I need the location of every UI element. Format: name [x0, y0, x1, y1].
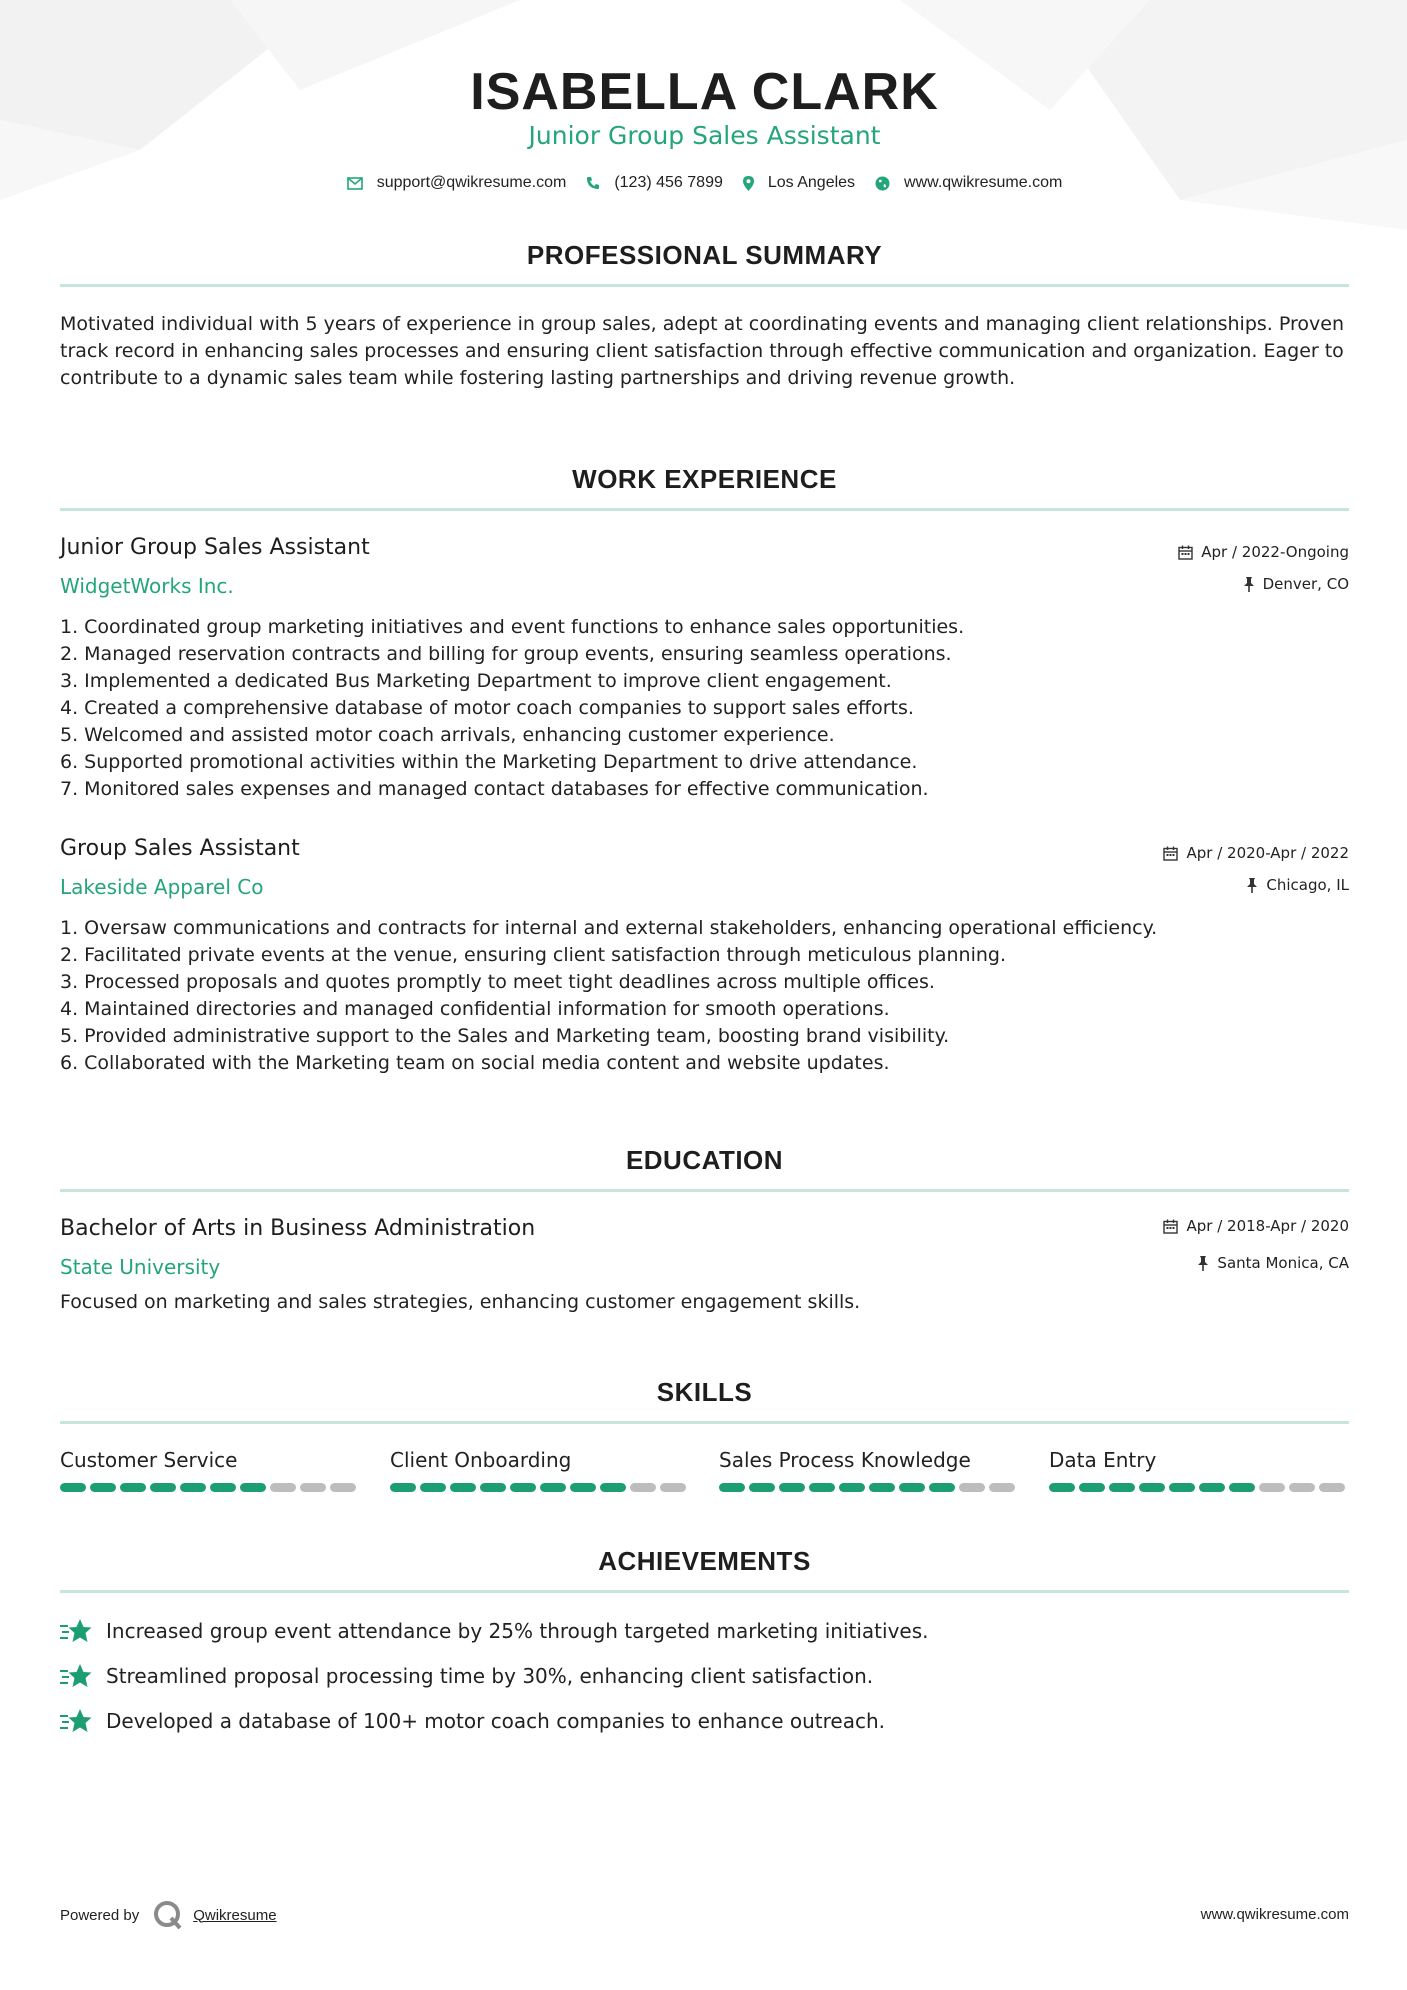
footer-website-link[interactable]: www.qwikresume.com	[1200, 1906, 1349, 1923]
skill-dot-empty	[330, 1483, 356, 1492]
job-location-text: Denver, CO	[1262, 575, 1349, 593]
skill-dot-filled	[150, 1483, 176, 1492]
calendar-icon	[1178, 545, 1193, 560]
skill-rating	[719, 1483, 1019, 1492]
skills-divider	[60, 1421, 1349, 1424]
job-bullet-list	[60, 614, 1349, 803]
job-dates	[1163, 844, 1349, 862]
achievement-text: Streamlined proposal processing time by 30%, enhancing client satisfaction.	[106, 1664, 874, 1688]
skill-dot-filled	[929, 1483, 955, 1492]
job-title: Group Sales Assistant	[60, 836, 300, 861]
skill-dot-empty	[630, 1483, 656, 1492]
pushpin-icon	[1197, 1256, 1209, 1271]
job-bullet-list	[60, 915, 1349, 1077]
qwikresume-logo-icon	[153, 1900, 183, 1930]
job-dates-text: Apr / 2020-Apr / 2022	[1186, 844, 1349, 862]
list-item: 2. Managed reservation contracts and billing for group events, ensuring seamless operations.	[60, 643, 952, 665]
achievement-item	[60, 1708, 885, 1734]
skill-dot-empty	[270, 1483, 296, 1492]
skill-dot-filled	[779, 1483, 805, 1492]
skill-dot-filled	[1199, 1483, 1225, 1492]
skill-dot-filled	[540, 1483, 566, 1492]
qwikresume-link[interactable]: Qwikresume	[193, 1906, 277, 1924]
achievements-heading: ACHIEVEMENTS	[598, 1546, 811, 1576]
job-location-text: Chicago, IL	[1266, 876, 1349, 894]
map-pin-icon	[743, 176, 754, 191]
job-company: Lakeside Apparel Co	[60, 875, 264, 899]
skill-name: Data Entry	[1049, 1448, 1157, 1472]
education-location-text: Santa Monica, CA	[1217, 1254, 1349, 1272]
skill-dot-filled	[600, 1483, 626, 1492]
list-item: 6. Collaborated with the Marketing team on social media content and website updates.	[60, 1052, 890, 1074]
education-location	[1197, 1254, 1349, 1272]
job-location	[1243, 575, 1349, 593]
achievement-text: Increased group event attendance by 25% through targeted marketing initiatives.	[106, 1619, 929, 1643]
summary-divider	[60, 284, 1349, 287]
achievement-text: Developed a database of 100+ motor coach companies to enhance outreach.	[106, 1709, 885, 1733]
skill-item	[719, 1448, 1019, 1492]
skill-dot-empty	[300, 1483, 326, 1492]
contact-website-text: www.qwikresume.com	[904, 174, 1063, 191]
contact-location	[743, 174, 855, 192]
education-description: Focused on marketing and sales strategies, enhancing customer engagement skills.	[60, 1291, 861, 1313]
summary-text: Motivated individual with 5 years of experience in group sales, adept at coordinating events and managing client relationships. Proven track record in enhancing sales processes and ensuring client satisfaction through effective communication and organization. Eager to contribute to a dynamic sales team while fostering lasting partnerships and driving revenue growth.	[60, 313, 1344, 389]
skill-dot-empty	[660, 1483, 686, 1492]
skill-dot-filled	[839, 1483, 865, 1492]
list-item: 6. Supported promotional activities within the Marketing Department to drive attendance.	[60, 751, 918, 773]
candidate-name: ISABELLA CLARK	[470, 63, 939, 121]
skill-rating	[1049, 1483, 1349, 1492]
list-item: 2. Facilitated private events at the venue, ensuring client satisfaction through meticulous planning.	[60, 944, 1007, 966]
skill-dot-filled	[390, 1483, 416, 1492]
skill-dot-empty	[1289, 1483, 1315, 1492]
education-dates-text: Apr / 2018-Apr / 2020	[1186, 1217, 1349, 1235]
list-item: 1. Coordinated group marketing initiatives and event functions to enhance sales opportunities.	[60, 616, 965, 638]
skill-dot-filled	[719, 1483, 745, 1492]
calendar-icon	[1163, 1219, 1178, 1234]
job-company: WidgetWorks Inc.	[60, 574, 234, 598]
envelope-icon	[347, 177, 363, 190]
list-item: 4. Created a comprehensive database of motor coach companies to support sales efforts.	[60, 697, 914, 719]
skill-item	[390, 1448, 690, 1492]
skill-dot-filled	[120, 1483, 146, 1492]
skill-dot-filled	[60, 1483, 86, 1492]
skill-dot-filled	[90, 1483, 116, 1492]
skill-dot-filled	[1079, 1483, 1105, 1492]
list-item: 3. Processed proposals and quotes promptly to meet tight deadlines across multiple offices.	[60, 971, 935, 993]
job-dates-text: Apr / 2022-Ongoing	[1201, 543, 1349, 561]
skill-item	[60, 1448, 360, 1492]
skill-dot-filled	[869, 1483, 895, 1492]
phone-icon	[586, 176, 600, 190]
education-divider	[60, 1189, 1349, 1192]
summary-heading: PROFESSIONAL SUMMARY	[526, 240, 883, 270]
skill-rating	[60, 1483, 360, 1492]
education-heading: EDUCATION	[625, 1145, 784, 1175]
skill-name: Sales Process Knowledge	[719, 1448, 971, 1472]
pushpin-icon	[1243, 577, 1255, 592]
job-title: Junior Group Sales Assistant	[60, 535, 370, 560]
skill-dot-filled	[480, 1483, 506, 1492]
candidate-title: Junior Group Sales Assistant	[528, 121, 881, 150]
star-achievement-icon	[60, 1708, 92, 1734]
contact-email-text: support@qwikresume.com	[376, 174, 567, 191]
skill-item	[1049, 1448, 1349, 1492]
skill-name: Customer Service	[60, 1448, 238, 1472]
contact-location-text: Los Angeles	[767, 174, 856, 191]
list-item: 4. Maintained directories and managed confidential information for smooth operations.	[60, 998, 890, 1020]
skill-name: Client Onboarding	[390, 1448, 572, 1472]
list-item: 1. Oversaw communications and contracts for internal and external stakeholders, enhancing operational efficiency.	[60, 917, 1158, 939]
education-dates	[1163, 1217, 1349, 1235]
experience-divider	[60, 508, 1349, 511]
skill-dot-filled	[899, 1483, 925, 1492]
achievement-item	[60, 1663, 873, 1689]
contact-email[interactable]	[347, 174, 567, 192]
skill-dot-filled	[1139, 1483, 1165, 1492]
skill-dot-filled	[210, 1483, 236, 1492]
contact-bar	[60, 174, 1349, 192]
job-dates	[1178, 543, 1349, 561]
achievement-item	[60, 1618, 929, 1644]
list-item: 5. Welcomed and assisted motor coach arrivals, enhancing customer experience.	[60, 724, 835, 746]
skill-dot-filled	[749, 1483, 775, 1492]
job-location	[1246, 876, 1349, 894]
skill-dot-filled	[420, 1483, 446, 1492]
skill-dot-filled	[1169, 1483, 1195, 1492]
skill-rating	[390, 1483, 690, 1492]
education-degree: Bachelor of Arts in Business Administration	[60, 1216, 536, 1241]
skills-heading: SKILLS	[656, 1377, 753, 1407]
skill-dot-filled	[809, 1483, 835, 1492]
globe-icon	[875, 176, 890, 191]
skill-dot-empty	[1319, 1483, 1345, 1492]
list-item: 7. Monitored sales expenses and managed contact databases for effective communication.	[60, 778, 929, 800]
star-achievement-icon	[60, 1618, 92, 1644]
list-item: 5. Provided administrative support to the Sales and Marketing team, boosting brand visibility.	[60, 1025, 950, 1047]
skill-dot-empty	[1259, 1483, 1285, 1492]
list-item: 3. Implemented a dedicated Bus Marketing Department to improve client engagement.	[60, 670, 892, 692]
skill-dot-filled	[1049, 1483, 1075, 1492]
footer-powered-by	[60, 1900, 277, 1930]
skill-dot-filled	[240, 1483, 266, 1492]
contact-website[interactable]	[875, 174, 1062, 192]
skill-dot-filled	[1229, 1483, 1255, 1492]
skill-dot-filled	[570, 1483, 596, 1492]
skill-dot-filled	[450, 1483, 476, 1492]
skill-dot-empty	[989, 1483, 1015, 1492]
skill-dot-empty	[959, 1483, 985, 1492]
powered-by-label: Powered by	[60, 1906, 140, 1924]
calendar-icon	[1163, 846, 1178, 861]
skill-dot-filled	[1109, 1483, 1135, 1492]
star-achievement-icon	[60, 1663, 92, 1689]
education-school: State University	[60, 1255, 221, 1279]
contact-phone-text: (123) 456 7899	[614, 174, 723, 191]
achievements-divider	[60, 1590, 1349, 1593]
experience-heading: WORK EXPERIENCE	[572, 464, 837, 494]
contact-phone[interactable]	[586, 174, 723, 192]
skill-dot-filled	[180, 1483, 206, 1492]
skill-dot-filled	[510, 1483, 536, 1492]
pushpin-icon	[1246, 878, 1258, 893]
